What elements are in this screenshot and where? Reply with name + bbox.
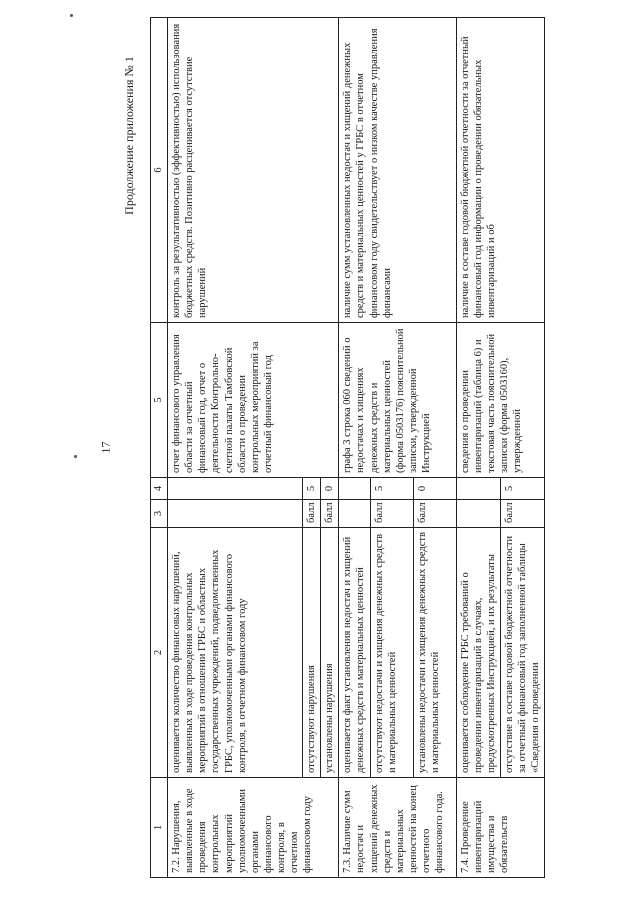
sub-criterion: установлены недостачи и хищения денежных средств и материальных ценностей xyxy=(413,528,456,778)
col-header: 6 xyxy=(151,18,168,323)
empty-cell xyxy=(339,500,370,528)
sub-criterion: установлены нарушения xyxy=(321,528,339,778)
table-row xyxy=(168,18,303,878)
criterion-cell: 7.2. Нарушения, выявленные в ходе проведения контрольных мероприятий уполномоченными органами финансового контроля, в отчетном финансовом году xyxy=(168,778,339,878)
rotated-table-container xyxy=(150,18,620,878)
unit-cell: балл xyxy=(500,500,544,528)
page-number: 17 xyxy=(98,441,113,454)
unit-cell: балл xyxy=(370,500,413,528)
sub-criterion: отсутствие в составе годовой бюджетной отчетности за отчетный финансовый год заполненной таблицы «Сведения о проведении xyxy=(500,528,544,778)
source-cell: сведения о проведении инвентаризаций (таблица 6) и текстовая часть пояснительной записки (форма 0503160), утвержденной xyxy=(456,323,545,478)
sub-criterion: отсутствуют нарушения xyxy=(303,528,321,778)
unit-cell: балл xyxy=(413,500,456,528)
criteria-table xyxy=(150,17,545,878)
score-cell: 0 xyxy=(413,478,456,500)
score-cell: 0 xyxy=(321,478,339,500)
unit-cell: балл xyxy=(321,500,339,528)
col-header: 1 xyxy=(151,778,168,878)
source-cell: отчет финансового управления области за отчетный финансовый год, отчет о деятельности Контрольно-счетной палаты Тамбовской области о проведении контрольных мероприятий за отчетный финансовый год xyxy=(168,323,339,478)
empty-cell xyxy=(168,478,303,500)
col-header: 5 xyxy=(151,323,168,478)
criterion-cell: 7.3. Наличие сумм недостач и хищений денежных средств и материальных ценностей на конец отчетного финансового года. xyxy=(339,778,456,878)
sub-criterion: отсутствуют недостачи и хищения денежных средств и материальных ценностей xyxy=(370,528,413,778)
scan-speck xyxy=(74,455,77,458)
description-cell: оценивается соблюдение ГРБС требований о проведении инвентаризаций в случаях, предусмотренных Инструкцией, и их результаты xyxy=(456,528,500,778)
header-row xyxy=(151,18,168,878)
empty-cell xyxy=(168,500,303,528)
continuation-note: Продолжение приложения № 1 xyxy=(121,56,136,215)
comment-cell: наличие сумм установленных недостач и хищений денежных средств и материальных ценностей у ГРБС в отчетном финансовом году свидетельствует о низком качестве управления финансами xyxy=(339,18,456,323)
unit-cell: балл xyxy=(303,500,321,528)
scan-speck xyxy=(70,14,73,17)
col-header: 2 xyxy=(151,528,168,778)
source-cell: графа 3 строка 060 сведений о недостачах и хищениях денежных средств и материальных ценностей (форма 0503176) пояснительной записки, утвержденной Инструкцией xyxy=(339,323,456,478)
score-cell: 5 xyxy=(500,478,544,500)
score-cell: 5 xyxy=(370,478,413,500)
comment-cell: контроль за результативностью (эффективностью) использования бюджетных средств. Позитивно расценивается отсутствие нарушений xyxy=(168,18,339,323)
table-row xyxy=(339,18,370,878)
description-cell: оценивается факт установления недостач и хищений денежных средств и материальных ценностей xyxy=(339,528,370,778)
comment-cell: наличие в составе годовой бюджетной отчетности за отчетный финансовый год информации о проведении обязательных инвентаризаций и об xyxy=(456,18,545,323)
col-header: 3 xyxy=(151,500,168,528)
criterion-cell: 7.4. Проведение инвентаризаций имущества и обязательств xyxy=(456,778,545,878)
empty-cell xyxy=(339,478,370,500)
score-cell: 5 xyxy=(303,478,321,500)
table-row xyxy=(456,18,500,878)
empty-cell xyxy=(456,478,500,500)
col-header: 4 xyxy=(151,478,168,500)
empty-cell xyxy=(456,500,500,528)
description-cell: оценивается количество финансовых нарушений, выявленных в ходе проведения контрольных мероприятий в отношении ГРБС и областных государственных учреждений, подведомственных ГРБС, уполномоченными органами финансового контроля, в отчетном финансовом году xyxy=(168,528,303,778)
